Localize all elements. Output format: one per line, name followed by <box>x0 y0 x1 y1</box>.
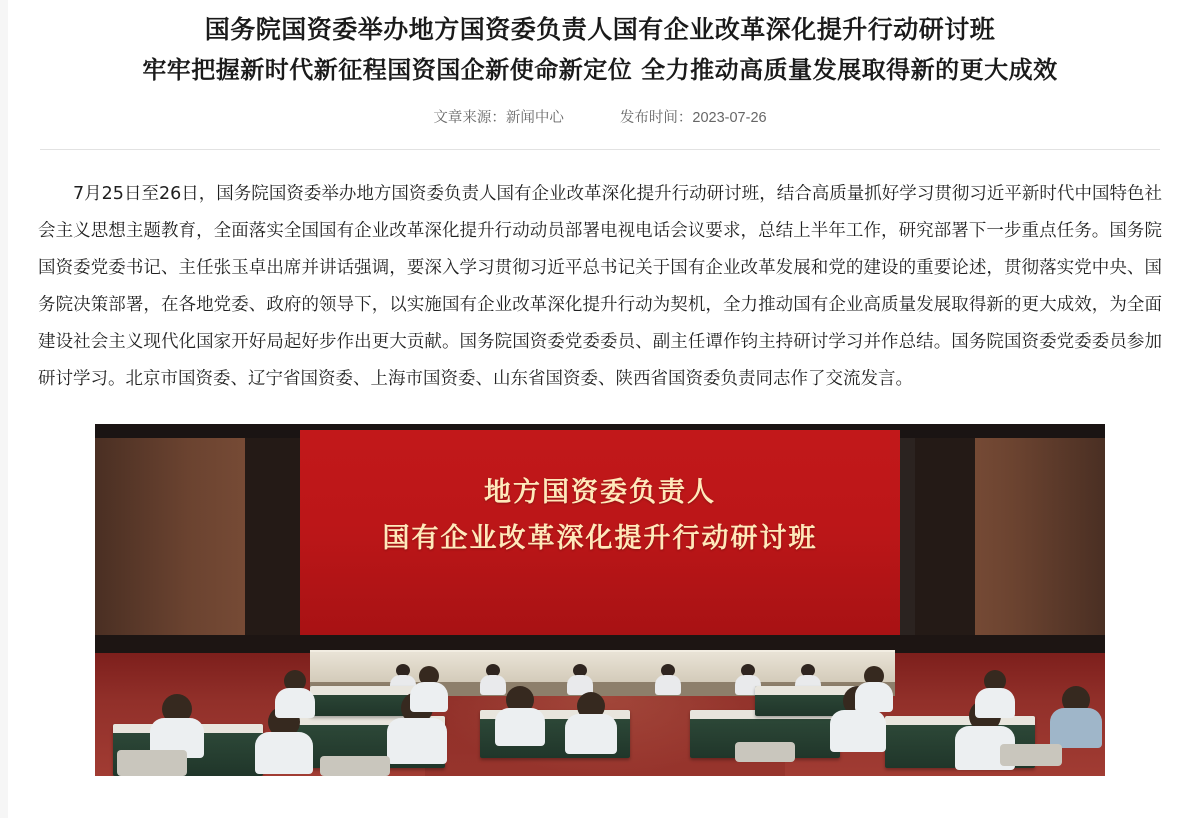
photo-attendee <box>975 670 1015 718</box>
photo-led-screen <box>300 430 900 635</box>
screen-banner-line-1: 地方国资委负责人 <box>484 477 716 508</box>
screen-banner-line-2: 国有企业改革深化提升行动研讨班 <box>382 523 818 554</box>
photo-chair <box>1000 744 1062 766</box>
header-divider <box>40 149 1160 150</box>
photo-attendee <box>410 666 448 712</box>
article-header <box>0 0 1200 150</box>
article-body <box>0 176 1200 776</box>
photo-wall-right <box>955 424 1105 639</box>
photo-head-person <box>567 664 593 694</box>
article-publish-time: 发布时间：2023-07-26 <box>619 110 767 126</box>
photo-attendee <box>1050 686 1102 748</box>
photo-chair <box>735 742 795 762</box>
article-source: 文章来源：新闻中心 <box>433 110 564 126</box>
photo-attendee <box>855 666 893 712</box>
photo-attendee <box>150 694 204 756</box>
conference-photo <box>95 424 1105 776</box>
photo-attendee <box>565 692 617 754</box>
photo-head-person <box>655 664 681 694</box>
photo-attendee <box>275 670 315 718</box>
article-paragraph: 7月25日至26日，国务院国资委举办地方国资委负责人国有企业改革深化提升行动研讨班，结合高质量抓好学习贯彻习近平新时代中国特色社会主义思想主题教育，全面落实全国国有企业改革深化提升行动动员部署电视电话会议要求，总结上半年工作，研究部署下一步重点任务。国务院国资委党委书记、主任张玉卓出席并讲话强调，要深入学习贯彻习近平总书记关于国有企业改革发展和党的建设的重要论述，贯彻落实党中央、国务院决策部署，在各地党委、政府的领导下，以实施国有企业改革深化提升行动为契机，全力推动国有企业高质量发展取得新的更大成效，为全面建设社会主义现代化国家开好局起好步作出更大贡献。国务院国资委党委委员、副主任谭作钧主持研讨学习并作总结。国务院国资委党委委员参加研讨学习。北京市国资委、辽宁省国资委、上海市国资委、山东省国资委、陕西省国资委负责同志作了交流发言。 <box>38 184 1162 389</box>
page-title-line-1: 国务院国资委举办地方国资委负责人国有企业改革深化提升行动研讨班 <box>204 15 996 44</box>
screen-banner-text <box>300 470 900 562</box>
page-left-gutter <box>0 0 8 818</box>
page-title-line-2: 牢牢把握新时代新征程国资国企新使命新定位 全力推动高质量发展取得新的更大成效 <box>142 55 1058 84</box>
photo-wall-panel-left <box>245 424 305 636</box>
photo-wall-panel-right <box>915 424 975 636</box>
photo-chair <box>320 756 390 776</box>
article-figure <box>38 424 1162 776</box>
photo-wall-left <box>95 424 265 639</box>
photo-chair <box>117 750 187 776</box>
photo-attendee <box>495 686 545 746</box>
article-meta <box>40 106 1160 127</box>
